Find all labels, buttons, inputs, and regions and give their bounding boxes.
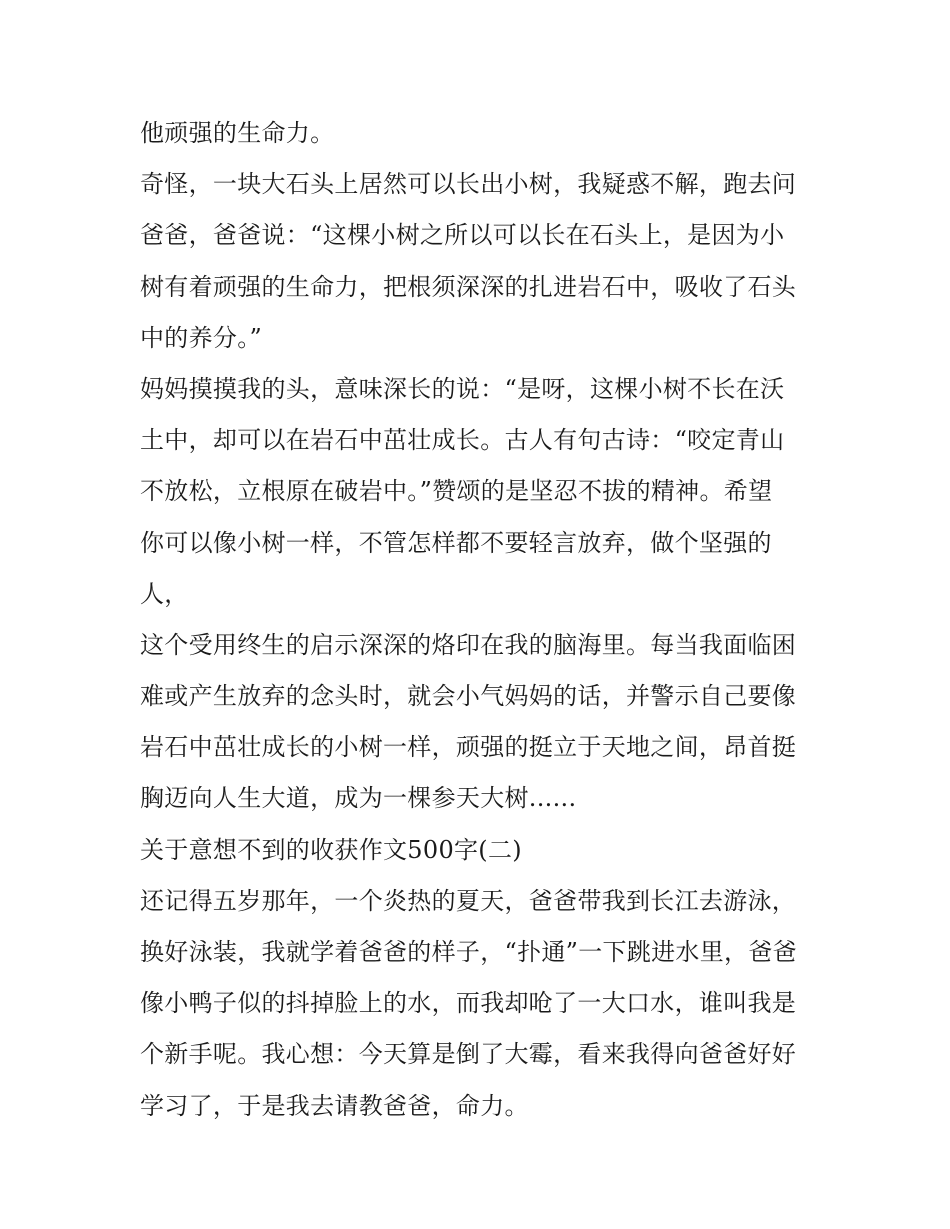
document-body: [140, 108, 820, 1132]
text-line: 难或产生放弃的念头时，就会小气妈妈的话，并警示自己要像: [140, 682, 797, 711]
text-line: 他顽强的生命力。: [140, 119, 335, 147]
text-line: 胸迈向人生大道，成为一棵参天大树......: [140, 784, 577, 813]
text-line: 土中，却可以在岩石中茁壮成长。古人有句古诗：“咬定青山: [140, 426, 785, 455]
text-line: 奇怪，一块大石头上居然可以长出小树，我疑惑不解，跑去问: [140, 170, 797, 199]
section-heading: 关于意想不到的收获作文500字(二): [140, 835, 522, 864]
text-line: 不放松，立根原在破岩中。”赞颂的是坚忍不拔的精神。希望: [140, 477, 773, 506]
text-line: 还记得五岁那年，一个炎热的夏天，爸爸带我到长江去游泳，: [140, 886, 797, 915]
text-line: 岩石中茁壮成长的小树一样，顽强的挺立于天地之间，昂首挺: [140, 733, 797, 762]
text-line: 换好泳装，我就学着爸爸的样子，“扑通”一下跳进水里，爸爸: [140, 938, 797, 966]
text-line: 这个受用终生的启示深深的烙印在我的脑海里。每当我面临困: [140, 630, 797, 659]
text-line: 中的养分。”: [140, 323, 263, 352]
text-line: 你可以像小树一样，不管怎样都不要轻言放弃，做个坚强的: [140, 528, 772, 557]
text-line: 个新手呢。我心想：今天算是倒了大霉，看来我得向爸爸好好: [140, 1040, 797, 1069]
text-line: 像小鸭子似的抖掉脸上的水，而我却呛了一大口水，谁叫我是: [140, 989, 797, 1018]
text-line: 树有着顽强的生命力，把根须深深的扎进岩石中，吸收了石头: [140, 272, 797, 301]
text-line: 爸爸，爸爸说：“这棵小树之所以可以长在石头上，是因为小: [140, 221, 785, 250]
text-line: 妈妈摸摸我的头，意味深长的说：“是呀，这棵小树不长在沃: [140, 374, 785, 403]
text-line: 学习了，于是我去请教爸爸，命力。: [140, 1091, 529, 1120]
text-line: 人，: [140, 579, 189, 608]
